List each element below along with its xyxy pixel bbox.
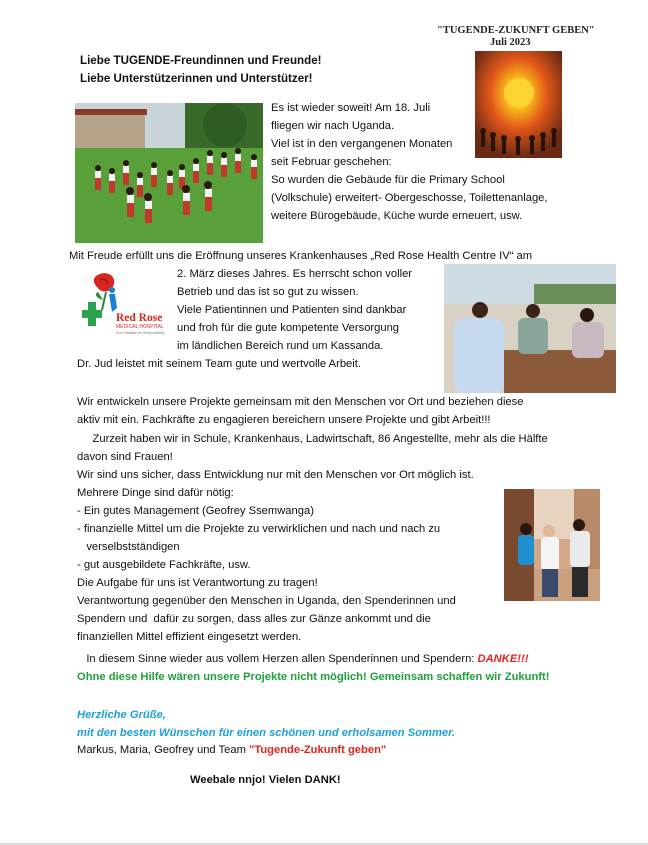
final-thanks: Weebale nnjo! Vielen DANK! bbox=[190, 774, 341, 786]
greeting-line-1: Liebe TUGENDE-Freundinnen und Freunde! bbox=[80, 54, 322, 67]
body-line: Mehrere Dinge sind dafür nötig: bbox=[77, 487, 234, 499]
body-line: Zurzeit haben wir in Schule, Krankenhaus, Ladwirtschaft, 86 Angestellte, mehr als die Hälfte bbox=[77, 433, 548, 445]
gemeinsam-line: Ohne diese Hilfe wären unsere Projekte nicht möglich! Gemeinsam schaffen wir Zukunft! bbox=[77, 671, 550, 683]
body-line: davon sind Frauen! bbox=[77, 451, 173, 463]
intro-line: Es ist wieder soweit! Am 18. Juli bbox=[271, 102, 431, 114]
body-line: - finanzielle Mittel um die Projekte zu verwirklichen und nach und nach zu bbox=[77, 523, 441, 535]
intro-line: fliegen wir nach Uganda. bbox=[271, 120, 395, 132]
thanks-line bbox=[77, 651, 528, 669]
hospital-line: und froh für die gute kompetente Versorgung bbox=[177, 322, 400, 334]
body-line: - gut ausgebildete Fachkräfte, usw. bbox=[77, 559, 251, 571]
intro-line: (Volkschule) erweitert- Obergeschosse, Toilettenanlage, bbox=[271, 192, 548, 204]
body-line: Spendern und dafür zu sorgen, dass alles zur Gänze ankommt und die bbox=[77, 613, 431, 625]
hospital-line: im ländlichen Bereich rund um Kassanda. bbox=[177, 340, 384, 352]
body-line: aktiv mit ein. Fachkräfte zu engagieren bereichern unsere Projekte und gibt Arbeit!!! bbox=[77, 414, 491, 426]
hospital-meeting-photo bbox=[444, 264, 616, 393]
team-photo bbox=[504, 489, 600, 601]
closing-wishes: mit den besten Wünschen für einen schönen und erholsamen Sommer. bbox=[77, 727, 455, 739]
hospital-line: Betrieb und das ist so gut zu wissen. bbox=[177, 286, 359, 298]
hospital-line: Viele Patientinnen und Patienten sind dankbar bbox=[177, 304, 407, 316]
newsletter-title: "TUGENDE-ZUKUNFT GEBEN" bbox=[437, 25, 595, 36]
body-line: verselbstständigen bbox=[77, 541, 180, 553]
hospital-line: Mit Freude erfüllt uns die Eröffnung unseres Krankenhauses „Red Rose Health Centre IV“ am bbox=[69, 250, 533, 262]
intro-line: weitere Bürogebäude, Küche wurde erneuert, usw. bbox=[271, 210, 523, 222]
school-children-photo bbox=[75, 103, 263, 243]
intro-line: So wurden die Gebäude für die Primary School bbox=[271, 174, 505, 186]
greeting-line-2: Liebe Unterstützerinnen und Unterstützer! bbox=[80, 72, 313, 85]
logo-subtitle: MEDICAL HOSPITAL bbox=[116, 324, 164, 330]
body-line: - Ein gutes Management (Geofrey Ssemwanga) bbox=[77, 505, 314, 517]
newsletter-date: Juli 2023 bbox=[490, 37, 531, 48]
signature-line bbox=[77, 742, 386, 760]
signature-names: Markus, Maria, Geofrey und Team bbox=[77, 744, 250, 756]
body-line: Wir entwickeln unsere Projekte gemeinsam mit den Menschen vor Ort und beziehen diese bbox=[77, 396, 524, 408]
hospital-line: 2. März dieses Jahres. Es herrscht schon voller bbox=[177, 268, 413, 280]
danke-text: DANKE!!! bbox=[477, 653, 529, 665]
hospital-line: Dr. Jud leistet mit seinem Team gute und wertvolle Arbeit. bbox=[77, 358, 361, 370]
organization-name: "Tugende-Zukunft geben" bbox=[249, 744, 387, 756]
closing-greeting: Herzliche Grüße, bbox=[77, 709, 166, 721]
thanks-text: In diesem Sinne wieder aus vollem Herzen allen Spenderinnen und Spendern: bbox=[77, 653, 478, 665]
logo-name: Red Rose bbox=[116, 312, 163, 324]
logo-tagline: Ever Reliable for Responsibility bbox=[116, 331, 165, 335]
body-line: Verantwortung gegenüber den Menschen in Uganda, den Spenderinnen und bbox=[77, 595, 456, 607]
sun-painting-image bbox=[475, 51, 562, 158]
intro-line: seit Februar geschehen: bbox=[271, 156, 392, 168]
body-line: Die Aufgabe für uns ist Verantwortung zu tragen! bbox=[77, 577, 318, 589]
body-line: Wir sind uns sicher, dass Entwicklung nur mit den Menschen vor Ort möglich ist. bbox=[77, 469, 474, 481]
body-line: finanziellen Mittel effizient eingesetzt werden. bbox=[77, 631, 302, 643]
intro-line: Viel ist in den vergangenen Monaten bbox=[271, 138, 453, 150]
